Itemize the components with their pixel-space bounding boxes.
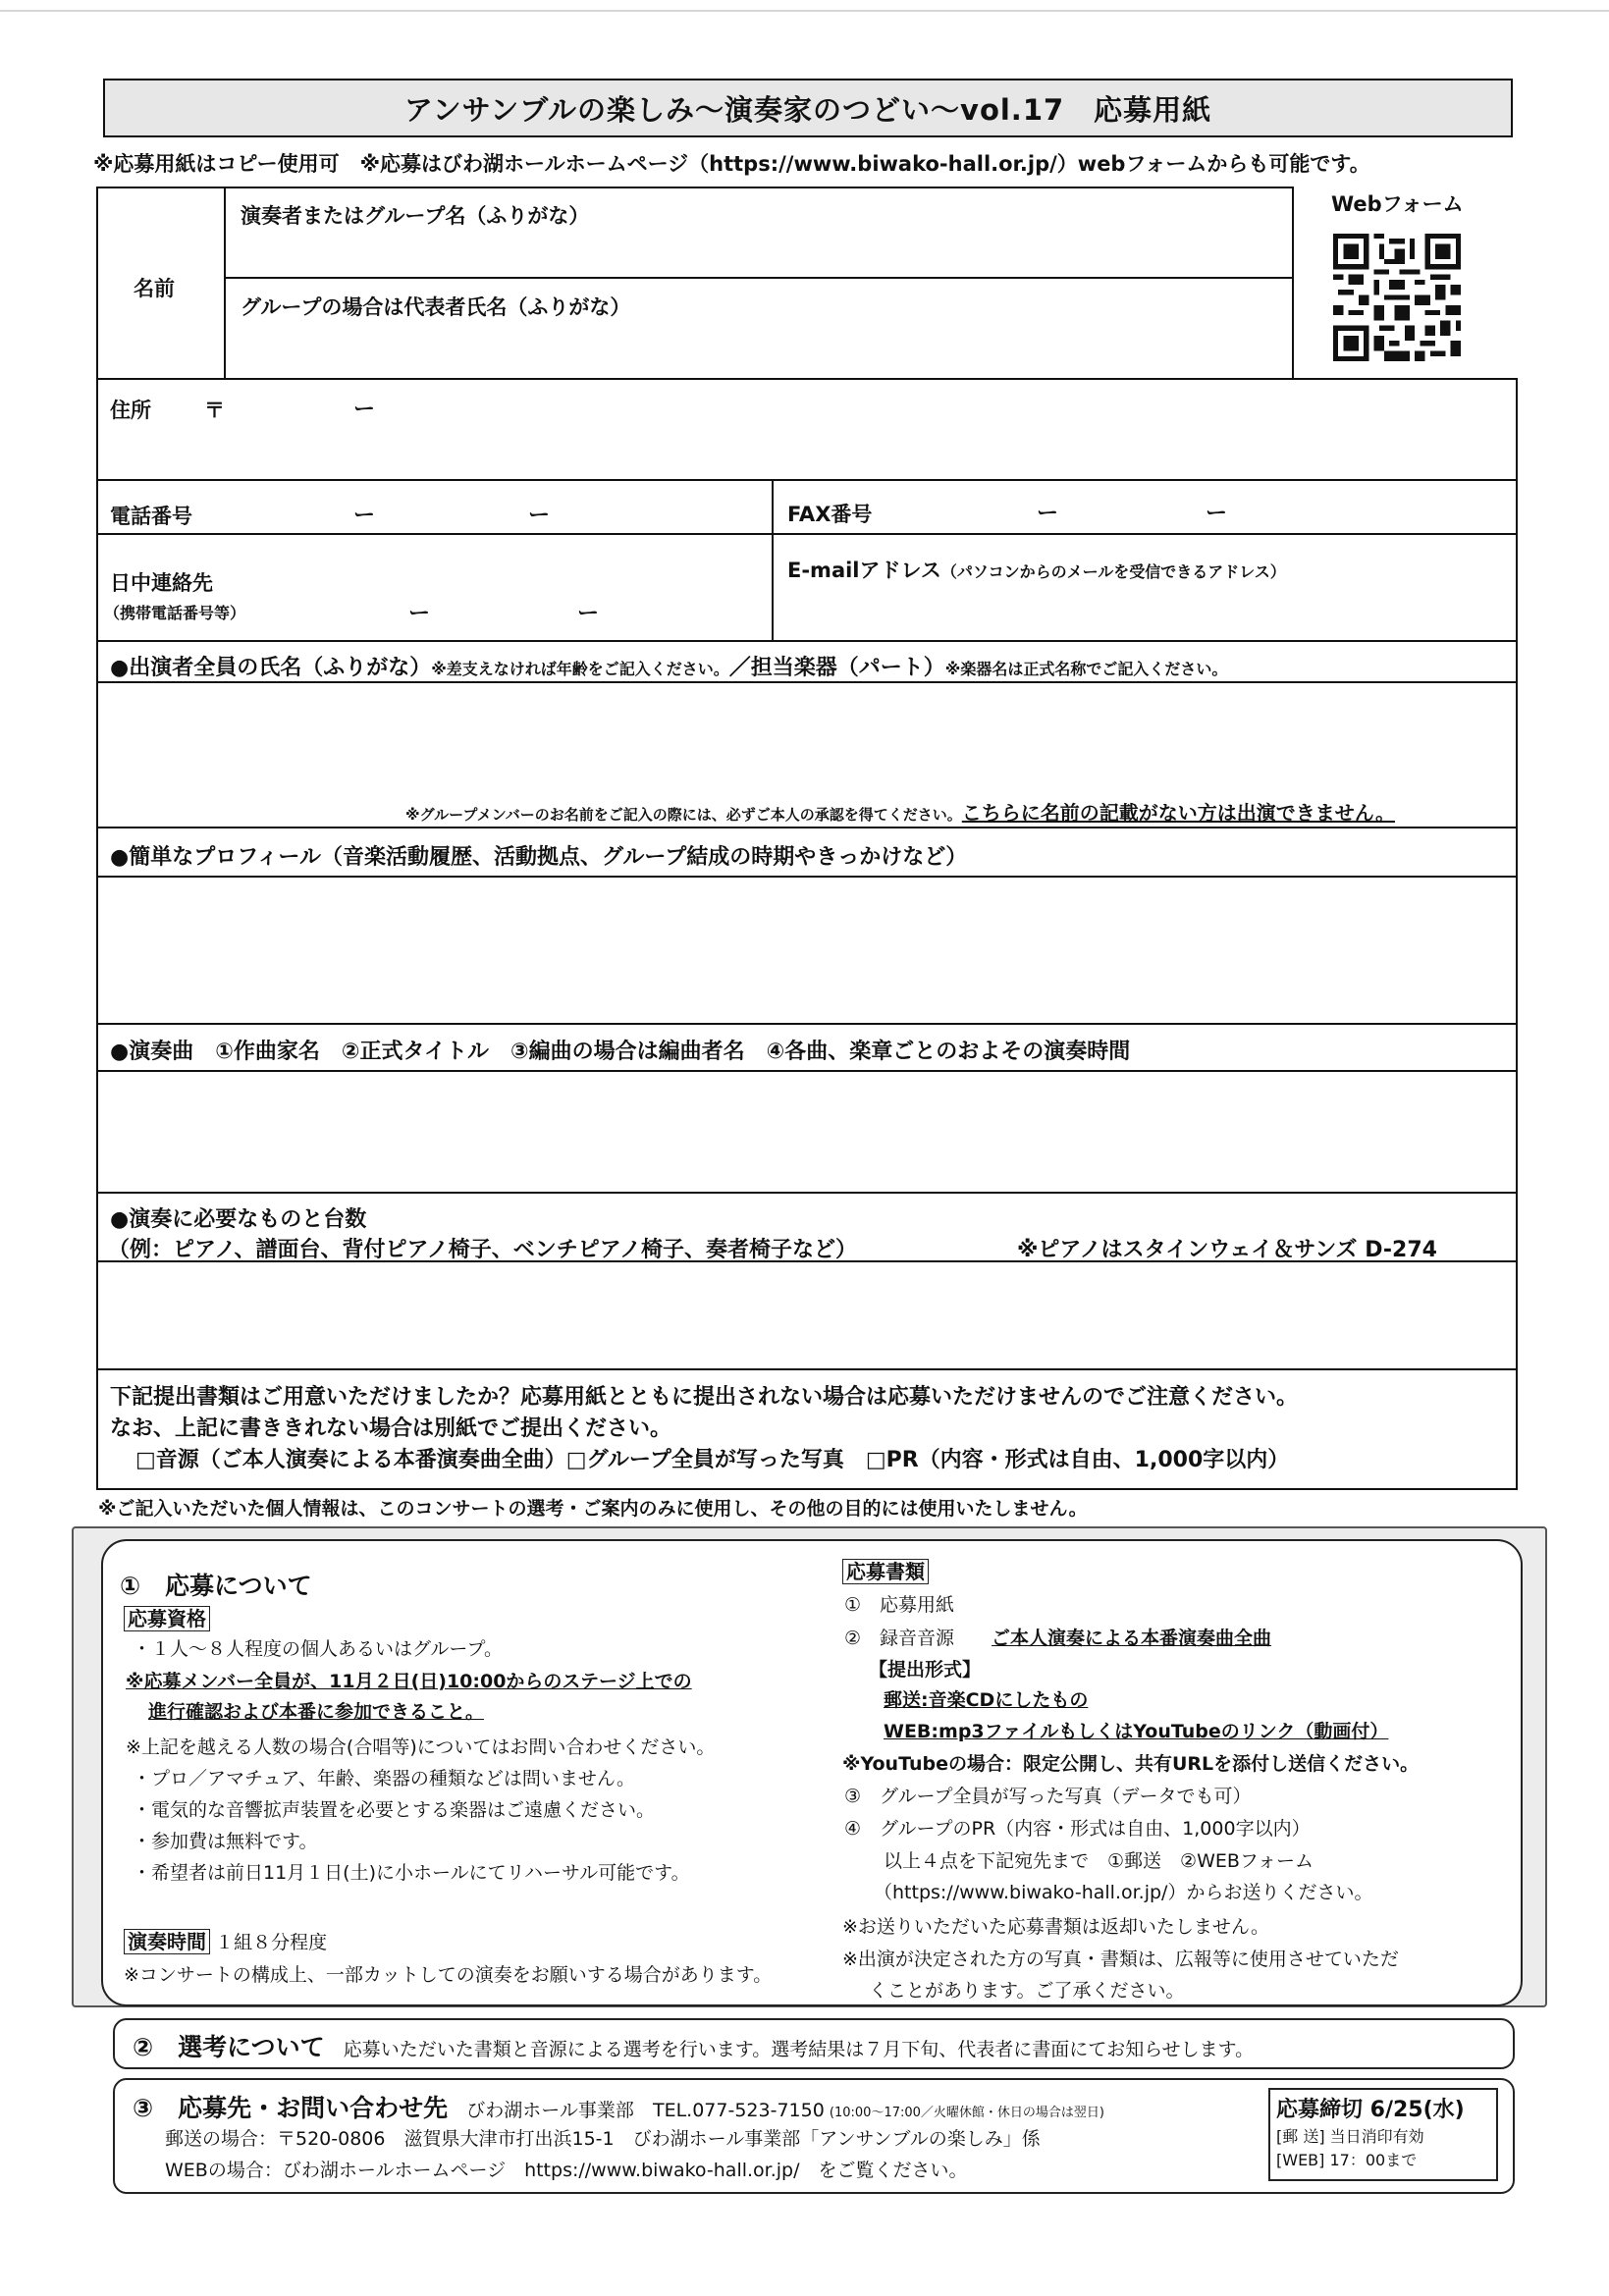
profile-area bbox=[96, 876, 1518, 1025]
docs-checks: □音源（ご本人演奏による本番演奏曲全曲）□グループ全員が写った写真 □PR（内容・形式は自由、1,000字以内） bbox=[135, 1448, 1290, 1472]
performance-time-note: ※コンサートの構成上、一部カットしての演奏をお願いする場合があります。 bbox=[124, 1964, 773, 1986]
members-instrument-note: ※楽器名は正式名称でご記入ください。 bbox=[944, 660, 1228, 678]
email-sub: （パソコンからのメールを受信できるアドレス） bbox=[940, 562, 1286, 581]
day-contact-dash-1: ー bbox=[408, 602, 431, 626]
contact-tel: TEL.077-523-7150 bbox=[652, 2100, 825, 2121]
section2-text: 応募いただいた書類と音源による選考を行います。選考結果は７月下旬、代表者に書面にてお知らせします。 bbox=[343, 2039, 1255, 2060]
contact-row bbox=[96, 533, 1518, 642]
performance-time bbox=[124, 1926, 327, 1954]
members-consent: ※グループメンバーのお名前をご記入の際には、必ずご本人の承認を得てください。 bbox=[405, 806, 962, 824]
performance-time-label: 演奏時間 bbox=[124, 1929, 210, 1954]
contact-hours: (10:00～17:00／火曜休館・休日の場合は翌日) bbox=[829, 2106, 1104, 2120]
needs-example: （例：ピアノ、譜面台、背付ピアノ椅子、ベンチピアノ椅子、奏者椅子など） bbox=[108, 1238, 857, 1262]
deadline-web: [WEB] 17：00まで bbox=[1276, 2151, 1418, 2169]
contact-org: びわ湖ホール事業部 bbox=[466, 2100, 634, 2121]
eligibility-line: ・電気的な音響拡声装置を必要とする楽器はご遠慮ください。 bbox=[133, 1799, 656, 1821]
fax-label: FAX番号 bbox=[787, 503, 873, 526]
phone-label: 電話番号 bbox=[110, 505, 192, 528]
address-row bbox=[96, 378, 1518, 481]
pieces-area bbox=[96, 1070, 1518, 1194]
fax-dash-1: ー bbox=[1037, 502, 1059, 526]
postal-mark: 〒 bbox=[204, 399, 225, 422]
eligibility-line: ※応募メンバー全員が、11月２日(日)10:00からのステージ上での bbox=[126, 1671, 692, 1692]
email-label-text: E-mailアドレス bbox=[787, 559, 941, 582]
docs-label-box bbox=[842, 1556, 929, 1584]
contact-web: WEBの場合：びわ湖ホールホームページ https://www.biwako-hall.or.jp/ をご覧ください。 bbox=[165, 2160, 968, 2181]
eligibility-line: ・希望者は前日11月１日(土)に小ホールにてリハーサル可能です。 bbox=[133, 1862, 690, 1884]
docs-line-1: 下記提出書類はご用意いただけましたか？応募用紙とともに提出されない場合は応募いただけませんのでご注意ください。 bbox=[110, 1385, 1299, 1410]
eligibility-label: 応募資格 bbox=[124, 1606, 210, 1631]
docs-submit-url: （https://www.biwako-hall.or.jp/）からお送りください。 bbox=[874, 1882, 1373, 1903]
divider bbox=[224, 277, 1294, 279]
docs-format-web: WEB:mp3ファイルもしくはYouTubeのリンク（動画付） bbox=[884, 1721, 1389, 1742]
needs-piano: ※ピアノはスタインウェイ＆サンズ D-274 bbox=[1017, 1238, 1437, 1262]
selection-line bbox=[133, 2028, 1254, 2063]
eligibility-line: ・プロ／アマチュア、年齢、楽器の種類などは問いません。 bbox=[133, 1768, 636, 1789]
email-label bbox=[787, 555, 1286, 584]
pieces-label: ●演奏曲 ①作曲家名 ②正式タイトル ③編曲の場合は編曲者名 ④各曲、楽章ごとのおよその演奏時間 bbox=[110, 1040, 1131, 1064]
docs-item: ② 録音音源 bbox=[844, 1628, 955, 1649]
name-label: 名前 bbox=[134, 277, 175, 300]
fax-dash-2: ー bbox=[1206, 502, 1228, 526]
docs-format-post: 郵送:音楽CDにしたもの bbox=[884, 1689, 1089, 1711]
phone-dash-1: ー bbox=[353, 504, 376, 528]
needs-label: ●演奏に必要なものと台数 bbox=[110, 1207, 367, 1232]
performer-name-label: 演奏者またはグループ名（ふりがな） bbox=[241, 204, 590, 228]
docs-line-2: なお、上記に書ききれない場合は別紙でご提出ください。 bbox=[110, 1416, 672, 1441]
eligibility-label-box bbox=[124, 1603, 210, 1631]
section2-title: ② 選考について bbox=[133, 2033, 325, 2061]
phone-dash-2: ー bbox=[528, 504, 551, 528]
representative-name-label: グループの場合は代表者氏名（ふりがな） bbox=[241, 295, 631, 319]
docs-item: ③ グループ全員が写った写真（データでも可） bbox=[844, 1786, 1252, 1807]
docs-item-detail: ご本人演奏による本番演奏曲全曲 bbox=[992, 1628, 1272, 1649]
day-contact-label: 日中連絡先 bbox=[110, 571, 213, 595]
application-form bbox=[96, 187, 1518, 1492]
postal-dash: ー bbox=[353, 398, 376, 422]
members-warning: こちらに名前の記載がない方は出演できません。 bbox=[961, 801, 1395, 825]
deadline-title: 応募締切 6/25(水) bbox=[1276, 2098, 1465, 2122]
docs-item: ① 応募用紙 bbox=[844, 1594, 955, 1616]
eligibility-line: ・参加費は無料です。 bbox=[133, 1831, 318, 1852]
docs-youtube-note: ※YouTubeの場合：限定公開し、共有URLを添付し送信ください。 bbox=[842, 1753, 1420, 1775]
profile-label: ●簡単なプロフィール（音楽活動履歴、活動拠点、グループ結成の時期やきっかけなど） bbox=[110, 845, 968, 870]
members-title: ●出演者全員の氏名（ふりがな） bbox=[110, 656, 432, 680]
docs-return-note: ※お送りいただいた応募書類は返却いたしません。 bbox=[842, 1916, 1270, 1938]
contact-mail: 郵送の場合：〒520-0806 滋賀県大津市打出浜15-1 びわ湖ホール事業部「アンサンブルの楽しみ」係 bbox=[165, 2128, 1041, 2150]
web-form-label: Webフォーム bbox=[1331, 192, 1464, 216]
contact-line bbox=[133, 2089, 1104, 2124]
divider bbox=[224, 187, 226, 380]
deadline-box bbox=[1268, 2088, 1498, 2181]
address-label: 住所 bbox=[110, 399, 151, 422]
docs-publicity-note: ※出演が決定された方の写真・書類は、広報等に使用させていただ bbox=[842, 1949, 1399, 1970]
members-note: ※差支えなければ年齢をご記入ください。 bbox=[431, 660, 729, 678]
docs-submit-line: 以上４点を下記宛先まで ①郵送 ②WEBフォーム bbox=[884, 1850, 1314, 1872]
docs-label: 応募書類 bbox=[842, 1559, 929, 1584]
members-instrument-title: ／担当楽器（パート） bbox=[728, 656, 945, 680]
privacy-note: ※ご記入いただいた個人情報は、このコンサートの選考・ご案内のみに使用し、その他の目的には使用いたしません。 bbox=[98, 1498, 1088, 1520]
form-title: アンサンブルの楽しみ～演奏家のつどい～vol.17 応募用紙 bbox=[103, 79, 1513, 137]
eligibility-line: ※上記を越える人数の場合(合唱等)についてはお問い合わせください。 bbox=[126, 1736, 716, 1758]
needs-area bbox=[96, 1260, 1518, 1370]
docs-publicity-note-2: くことがあります。ご了承ください。 bbox=[869, 1980, 1185, 2002]
eligibility-line: ・１人～８人程度の個人あるいはグループ。 bbox=[133, 1638, 503, 1660]
members-consent-line bbox=[405, 797, 1395, 826]
performance-time-value: １組８分程度 bbox=[215, 1932, 328, 1953]
section3-title: ③ 応募先・お問い合わせ先 bbox=[133, 2094, 449, 2122]
docs-format-label: 【提出形式】 bbox=[869, 1659, 982, 1681]
header-notes: ※応募用紙はコピー使用可 ※応募はびわ湖ホールホームページ（https://www.biwako-hall.or.jp/）webフォームからも可能です。 bbox=[93, 152, 1370, 176]
docs-item: ④ グループのPR（内容・形式は自由、1,000字以内） bbox=[844, 1818, 1311, 1840]
day-contact-sub: （携帯電話番号等） bbox=[104, 604, 246, 622]
eligibility-line: 進行確認および本番に参加できること。 bbox=[148, 1701, 485, 1723]
deadline-post: [郵 送] 当日消印有効 bbox=[1276, 2127, 1424, 2146]
scan-top-edge bbox=[0, 10, 1609, 12]
members-label bbox=[110, 651, 1227, 681]
day-contact-dash-2: ー bbox=[577, 602, 600, 626]
qr-code-icon[interactable] bbox=[1333, 234, 1461, 361]
section1-title: ① 応募について bbox=[120, 1572, 312, 1600]
